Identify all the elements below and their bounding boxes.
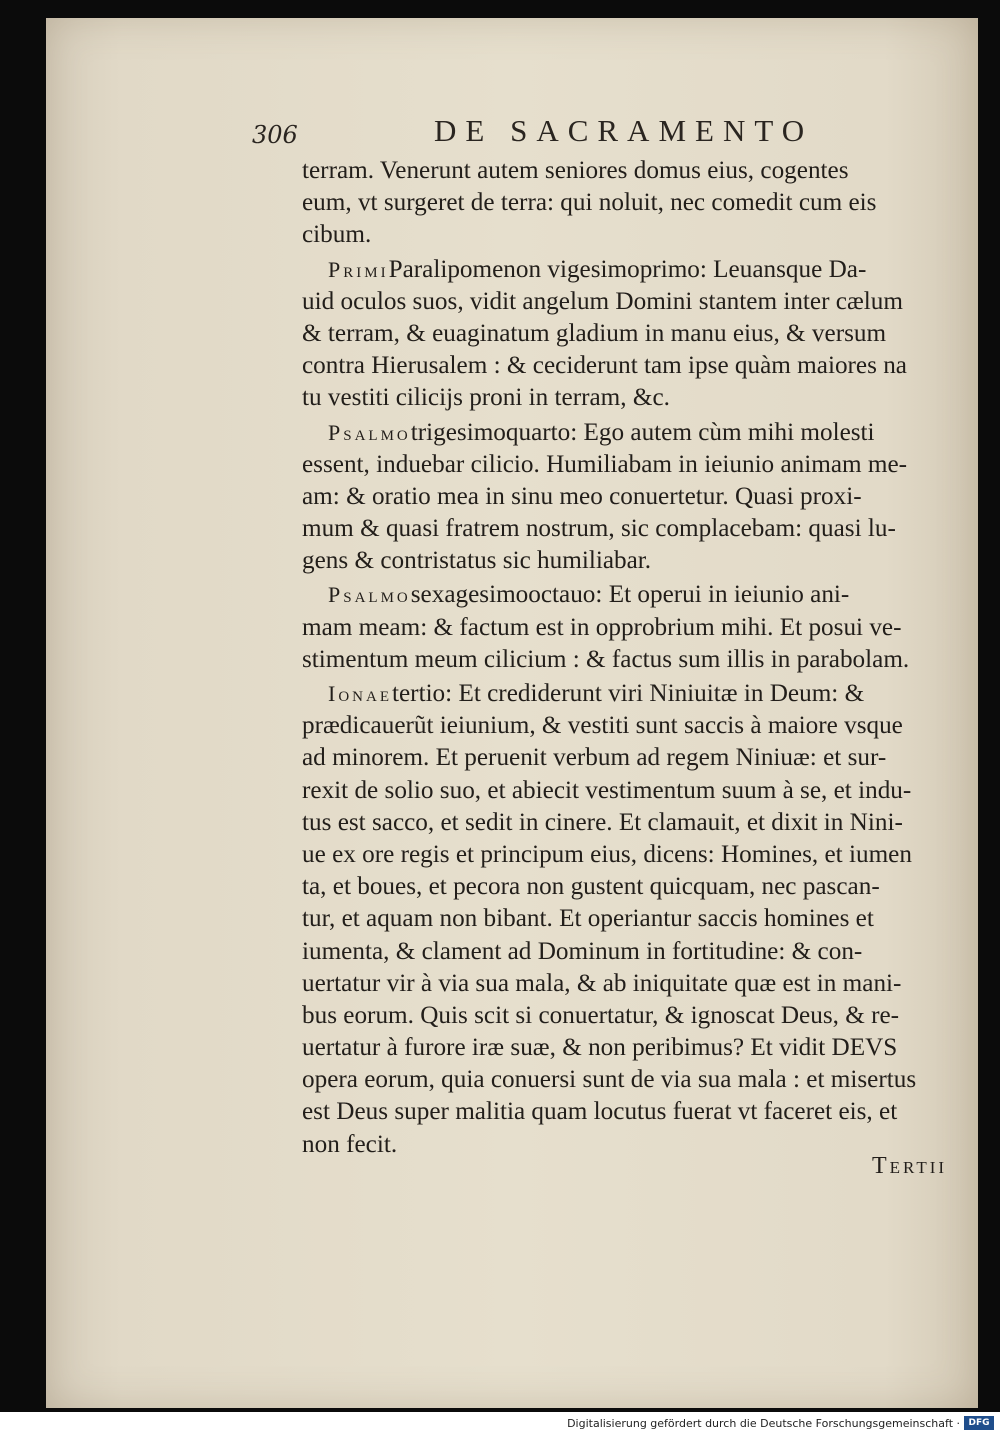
text-line: ue ex ore regis et principum eius, dicens: Homines, et iumen [302,840,912,868]
text-line: contra Hierusalem : & ceciderunt tam ipse quàm maiores na [302,352,907,380]
text-line: eum, vt surgeret de terra: qui noluit, nec comedit cum eis [302,189,877,217]
text-line: essent, induebar cilicio. Humiliabam in ieiunio animam me- [302,450,908,478]
text-line: am: & oratio mea in sinu meo conuertetur. Quasi proxi- [302,482,862,510]
text-line: gens & contristatus sic humiliabar. [302,547,652,575]
text-line: tu vestiti cilicijs proni in terram, &c. [302,384,670,412]
paragraph-first-line-text: tertio: Et crediderunt viri Niniuitæ in Deum: & [392,680,865,707]
paragraph-first-line [302,254,972,286]
paragraph-first-line [302,579,972,611]
text-line: non fecit. [302,1130,398,1158]
text-line: uertatur vir à via sua mala, & ab iniquitate quæ est in mani- [302,969,902,997]
text-line: est Deus super malitia quam locutus fuerat vt faceret eis, et [302,1098,898,1126]
text-line: & terram, & euaginatum gladium in manu eius, & versum [302,319,887,347]
text-line: rexit de solio suo, et abiecit vestimentum suum à se, et indu- [302,776,912,804]
paragraph-lead: Psalmo [328,582,411,608]
paragraph-first-line [302,678,972,710]
text-line: bus eorum. Quis scit si conuertatur, & ignoscat Deus, & re- [302,1001,900,1029]
paragraph-lead: Psalmo [328,419,411,445]
body-text [302,155,972,1161]
paragraph-first-line-text: trigesimoquarto: Ego autem cùm mihi molesti [410,418,875,446]
running-head [252,113,852,153]
text-line: stimentum meum cilicium : & factus sum illis in parabolam. [302,645,910,673]
paragraph-first-line-text: Paralipomenon vigesimoprimo: Leuansque Da- [388,255,867,283]
text-line: mum & quasi fratrem nostrum, sic complacebam: quasi lu- [302,515,896,543]
dfg-logo-icon: DFG [964,1416,994,1430]
text-line: uertatur à furore iræ suæ, & non peribimus? Et vidit DEVS [302,1034,898,1062]
paragraph-lead: Primi [328,256,389,282]
page-number: 306 [252,121,298,149]
paragraph-first-line [302,417,972,449]
funding-credit: Digitalisierung gefördert durch die Deutsche Forschungsgemeinschaft · [567,1417,960,1430]
running-title: DE SACRAMENTO [434,113,814,148]
text-line: mam meam: & factum est in opprobrium mihi. Et posui ve- [302,613,902,641]
text-line: iumenta, & clament ad Dominum in fortitudine: & con- [302,937,863,965]
text-line: uid oculos suos, vidit angelum Domini stantem inter cælum [302,287,903,315]
text-line: prædicauerũt ieiunium, & vestiti sunt saccis à maiore vsque [302,712,903,740]
text-line: tus est sacco, et sedit in cinere. Et clamauit, et dixit in Nini- [302,808,903,836]
text-line: tur, et aquam non bibant. Et operiantur saccis homines et [302,905,874,933]
text-line: ad minorem. Et peruenit verbum ad regem Niniuæ: et sur- [302,744,887,772]
paragraph-first-line-text: sexagesimooctauo: Et operui in ieiunio ani- [410,581,850,609]
text-line: cibum. [302,221,372,249]
digitization-footer [0,1412,1000,1435]
text-line: ta, et boues, et pecora non gustent quicquam, nec pascan- [302,873,880,901]
text-line: terram. Venerunt autem seniores domus eius, cogentes [302,157,849,184]
paragraph-lead: Ionae [328,681,392,706]
text-line: opera eorum, quia conuersi sunt de via sua mala : et misertus [302,1066,917,1094]
catchword: Tertii [872,1153,948,1179]
